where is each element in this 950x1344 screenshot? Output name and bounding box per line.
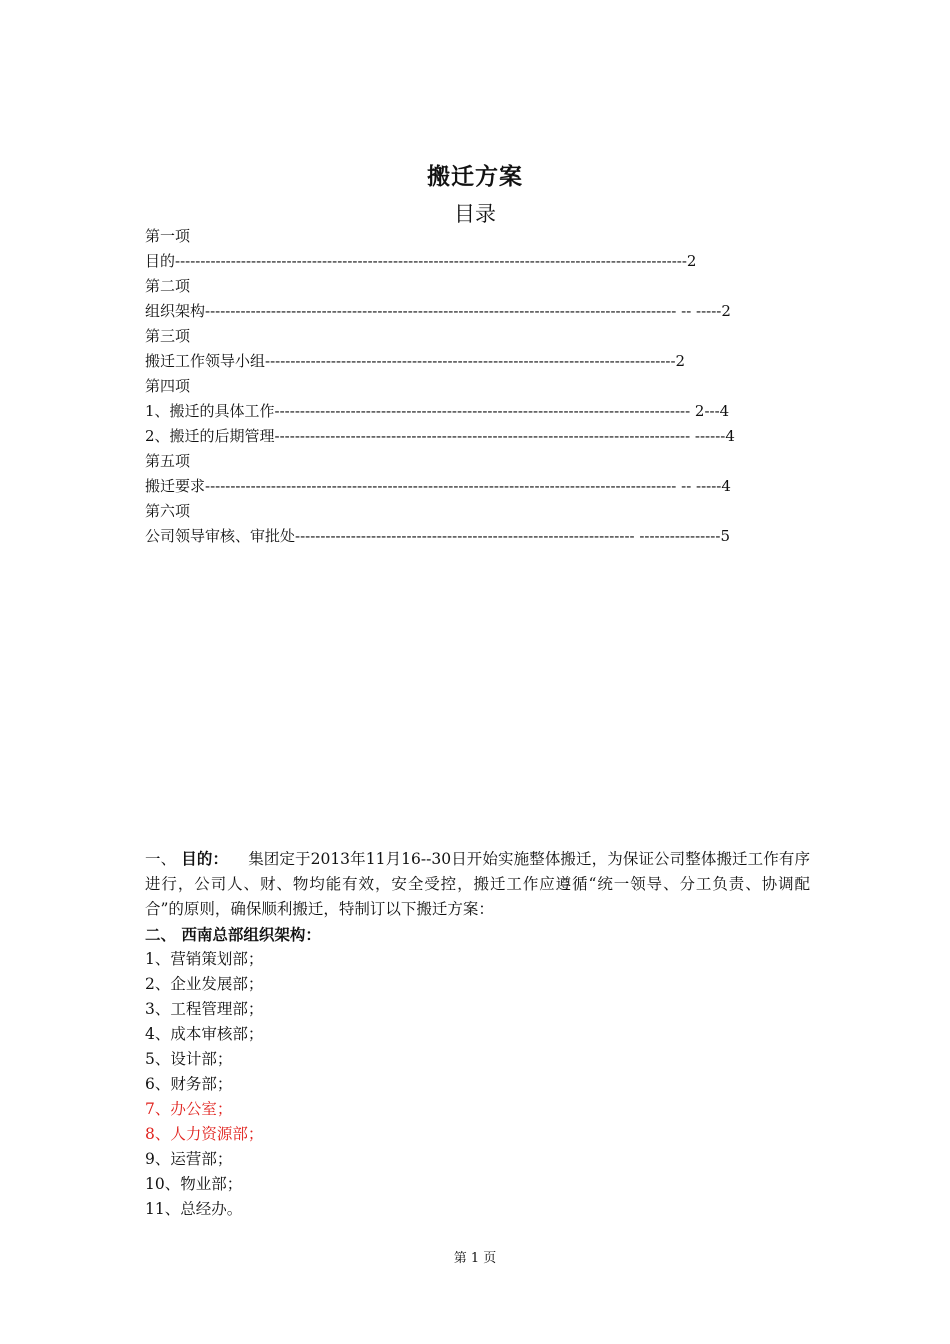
toc-entry: 第六项 — [145, 502, 191, 520]
toc-entry: 组织架构--------------------------------------------------------------------------------------------- -- -----2 — [145, 302, 731, 320]
section-heading: 二、 西南总部组织架构： — [145, 925, 321, 944]
document-body — [145, 846, 810, 1222]
department-item: 11、总经办。 — [145, 1200, 243, 1218]
department-item: 8、人力资源部； — [145, 1125, 264, 1143]
department-item: 9、运营部； — [145, 1150, 233, 1168]
section-number: 一、 — [145, 850, 177, 868]
section-purpose — [145, 846, 810, 922]
toc-entry: 2、搬迁的后期管理---------------------------------------------------------------------------------- ------4 — [145, 427, 735, 445]
toc-entry: 第三项 — [145, 327, 191, 345]
table-of-contents — [145, 224, 785, 549]
department-item: 7、办公室； — [145, 1100, 233, 1118]
toc-title: 目录 — [454, 202, 496, 226]
toc-entry: 第五项 — [145, 452, 191, 470]
section-heading: 目的： — [181, 849, 229, 868]
department-item: 1、营销策划部； — [145, 950, 264, 968]
section-text: 集团定于2013年11月16--30日开始实施整体搬迁，为保证公司整体搬迁工作有序进行，公司人、财、物均能有效，安全受控，搬迁工作应遵循“统一领导、分工负责、协调配合”的原则，确保顺利搬迁，特制订以下搬迁方案： — [145, 850, 810, 918]
page-number: 第 1 页 — [453, 1251, 497, 1266]
department-item: 4、成本审核部； — [145, 1025, 264, 1043]
toc-entry: 目的-----------------------------------------------------------------------------------------------------2 — [145, 252, 697, 270]
toc-entry: 公司领导审核、审批处------------------------------------------------------------------- ----------------5 — [145, 527, 730, 545]
department-item: 10、物业部； — [145, 1175, 243, 1193]
department-item: 5、设计部； — [145, 1050, 233, 1068]
department-item: 2、企业发展部； — [145, 975, 264, 993]
toc-entry: 第四项 — [145, 377, 191, 395]
toc-entry: 搬迁要求--------------------------------------------------------------------------------------------- -- -----4 — [145, 477, 731, 495]
department-item: 3、工程管理部； — [145, 1000, 264, 1018]
document-title: 搬迁方案 — [427, 163, 523, 190]
toc-entry: 第一项 — [145, 227, 191, 245]
toc-entry: 第二项 — [145, 277, 191, 295]
toc-entry: 搬迁工作领导小组---------------------------------------------------------------------------------2 — [145, 352, 686, 370]
department-item: 6、财务部； — [145, 1075, 233, 1093]
toc-entry: 1、搬迁的具体工作---------------------------------------------------------------------------------- 2---4 — [145, 402, 730, 420]
